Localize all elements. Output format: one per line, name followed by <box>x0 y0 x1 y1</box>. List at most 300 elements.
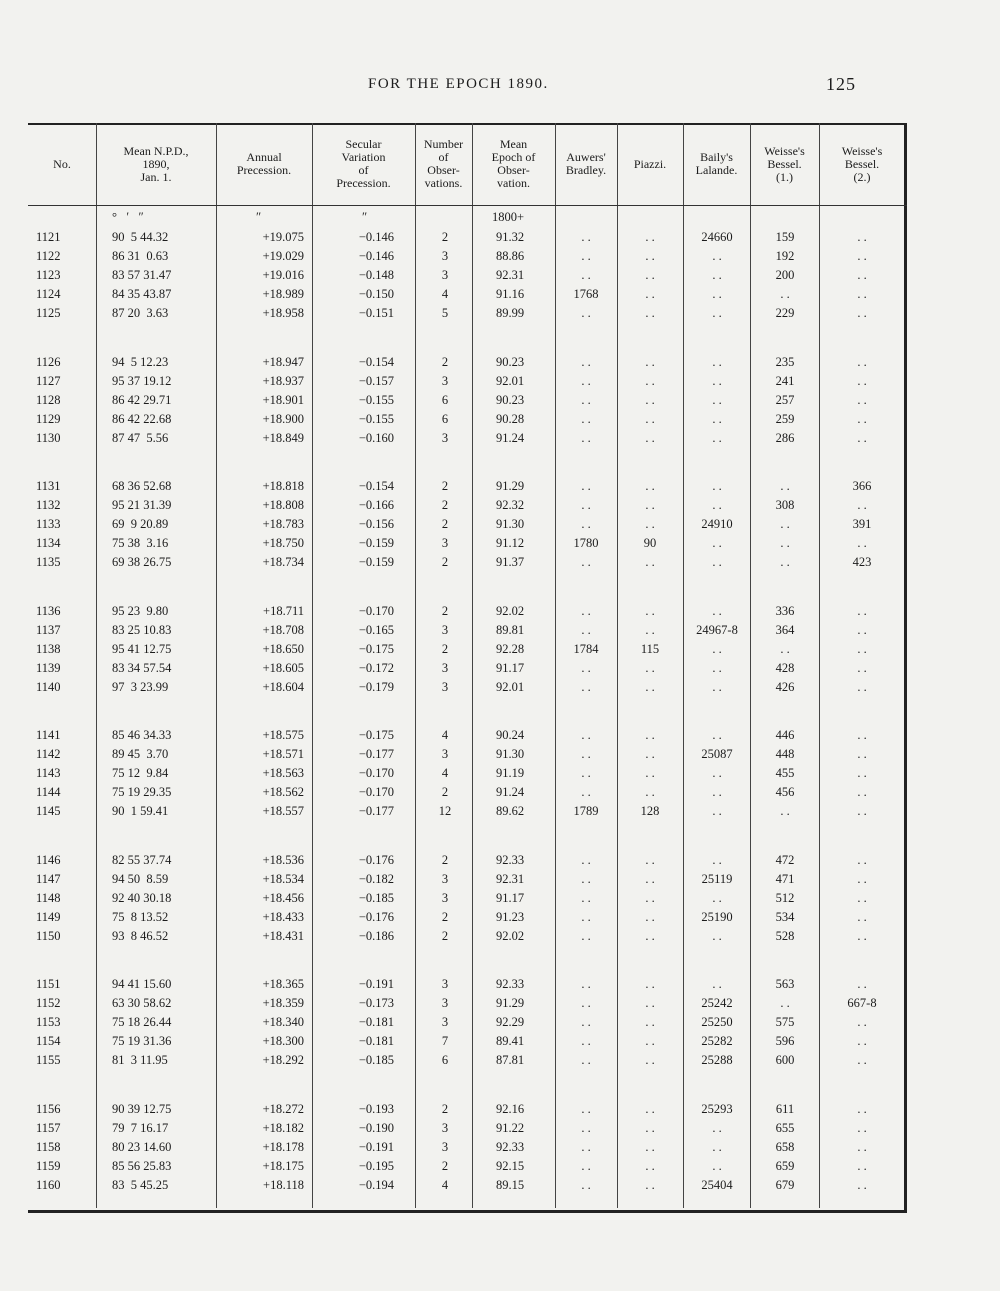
lalande-ref: . . <box>712 852 722 867</box>
obs-count: 3 <box>441 890 449 905</box>
bessel1-ref: 286 <box>775 430 795 445</box>
secular-value: −0.157 <box>358 373 394 388</box>
running-title: FOR THE EPOCH 1890. <box>368 76 549 92</box>
annual-value: +18.536 <box>262 852 304 867</box>
obs-count: 3 <box>441 660 449 675</box>
annual-value: +18.431 <box>262 928 304 943</box>
header-line: No. <box>53 156 71 171</box>
secular-value: −0.175 <box>358 728 394 742</box>
piazzi-ref: . . <box>645 411 655 426</box>
npd-value: 80 23 14.60 <box>112 1139 172 1154</box>
annual-value: +19.016 <box>262 268 304 283</box>
npd-value: 90 39 12.75 <box>112 1101 172 1116</box>
lalande-ref: . . <box>712 766 722 781</box>
piazzi-ref: . . <box>645 430 655 445</box>
npd-value: 86 31 0.63 <box>112 249 169 264</box>
npd-value: 85 56 25.83 <box>112 1158 172 1173</box>
obs-count: 3 <box>441 430 449 445</box>
bradley-ref: 1768 <box>573 287 599 302</box>
obs-count: 3 <box>441 249 449 264</box>
bessel2-ref: . . <box>857 354 867 369</box>
npd-value: 83 25 10.83 <box>112 622 172 637</box>
lalande-ref: . . <box>712 728 722 742</box>
annual-value: +18.292 <box>262 1053 304 1068</box>
header-line: Weisse's <box>764 143 805 158</box>
bessel1-ref: 241 <box>775 373 795 388</box>
header-line: Number <box>423 137 464 151</box>
bessel2-ref: 391 <box>852 517 872 532</box>
bessel1-ref: . . <box>780 804 790 819</box>
bradley-ref: . . <box>581 430 591 445</box>
annual-value: +18.947 <box>262 354 304 369</box>
bradley-ref: . . <box>581 392 591 407</box>
piazzi-ref: . . <box>645 373 655 388</box>
bessel2-ref: . . <box>857 373 867 388</box>
annual-value: +18.605 <box>262 660 304 675</box>
npd-value: 90 1 59.41 <box>112 804 169 819</box>
bessel1-ref: 456 <box>775 785 795 800</box>
npd-value: 75 19 29.35 <box>112 785 172 800</box>
secular-value: −0.170 <box>358 603 394 618</box>
bradley-ref: . . <box>581 306 591 321</box>
bessel2-ref: . . <box>857 536 867 551</box>
epoch-value: 91.16 <box>495 287 525 302</box>
annual-value: +18.365 <box>262 977 304 991</box>
epoch-value: 89.62 <box>495 804 525 819</box>
header-line: Mean <box>499 137 528 151</box>
annual-value: +18.783 <box>262 517 304 532</box>
piazzi-ref: . . <box>645 517 655 532</box>
epoch-value: 91.17 <box>495 890 525 905</box>
piazzi-ref: . . <box>645 766 655 781</box>
bessel1-ref: 336 <box>775 603 795 618</box>
bessel2-ref: . . <box>857 622 867 637</box>
star-number: 1147 <box>36 871 61 886</box>
header-line: vation. <box>497 176 530 190</box>
header-line: Jan. 1. <box>140 169 172 184</box>
epoch-value: 90.23 <box>495 354 525 369</box>
lalande-ref: . . <box>712 1158 722 1173</box>
header-line: Secular <box>345 137 382 151</box>
bessel1-ref: 658 <box>775 1139 795 1154</box>
bessel2-ref: . . <box>857 852 867 867</box>
bessel2-ref: . . <box>857 728 867 742</box>
piazzi-ref: . . <box>645 268 655 283</box>
epoch-value: 91.37 <box>495 555 525 570</box>
star-number: 1158 <box>36 1139 61 1154</box>
epoch-value: 90.23 <box>495 392 525 407</box>
lalande-ref: . . <box>712 1120 722 1135</box>
epoch-value: 92.16 <box>495 1101 525 1116</box>
bessel1-ref: 448 <box>775 747 795 762</box>
obs-count: 2 <box>441 1101 449 1116</box>
obs-count: 6 <box>441 392 449 407</box>
piazzi-ref: . . <box>645 555 655 570</box>
npd-value: 87 47 5.56 <box>112 430 169 445</box>
column-divider <box>555 123 556 1208</box>
star-number: 1135 <box>36 555 61 570</box>
npd-value: 69 9 20.89 <box>112 517 169 532</box>
star-number: 1121 <box>36 230 61 244</box>
annual-value: +18.456 <box>262 890 304 905</box>
obs-count: 3 <box>441 679 449 694</box>
bessel1-ref: 512 <box>775 890 795 905</box>
star-number: 1154 <box>36 1034 61 1049</box>
piazzi-ref: . . <box>645 249 655 264</box>
piazzi-ref: . . <box>645 1120 655 1135</box>
bessel2-ref: . . <box>857 747 867 762</box>
secular-value: −0.177 <box>358 804 394 819</box>
bessel1-ref: 229 <box>775 306 795 321</box>
piazzi-ref: . . <box>645 479 655 493</box>
bessel2-ref: . . <box>857 1053 867 1068</box>
bradley-ref: 1789 <box>573 804 599 819</box>
bessel1-ref: 528 <box>775 928 795 943</box>
epoch-value: 91.23 <box>495 909 525 924</box>
epoch-value: 92.33 <box>495 1139 525 1154</box>
annual-value: +18.575 <box>262 728 304 742</box>
npd-value: 63 30 58.62 <box>112 996 172 1011</box>
obs-count: 7 <box>441 1034 449 1049</box>
annual-value: +18.711 <box>263 603 304 618</box>
secular-value: −0.185 <box>358 1053 394 1068</box>
secular-value: −0.170 <box>358 766 394 781</box>
secular-value: −0.175 <box>358 641 394 656</box>
obs-count: 3 <box>441 622 449 637</box>
bessel2-ref: . . <box>857 603 867 618</box>
bessel1-ref: . . <box>780 555 790 570</box>
header-annual-precession <box>216 128 312 200</box>
lalande-ref: . . <box>712 392 722 407</box>
piazzi-ref: . . <box>645 660 655 675</box>
epoch-value: 92.01 <box>495 373 525 388</box>
npd-value: 95 37 19.12 <box>112 373 172 388</box>
bessel2-ref: . . <box>857 871 867 886</box>
header-line: Piazzi. <box>633 156 667 171</box>
star-number: 1160 <box>36 1177 61 1192</box>
bradley-ref: . . <box>581 852 591 867</box>
npd-value: 95 21 31.39 <box>112 498 172 513</box>
header-line: Weisse's <box>841 143 883 158</box>
npd-value: 82 55 37.74 <box>112 852 172 867</box>
npd-value: 93 8 46.52 <box>112 928 169 943</box>
piazzi-ref: . . <box>645 230 655 244</box>
lalande-ref: . . <box>712 555 722 570</box>
obs-count: 3 <box>441 977 449 991</box>
annual-value: +18.118 <box>263 1177 304 1192</box>
lalande-ref: 25190 <box>701 909 733 924</box>
bessel1-ref: 308 <box>775 498 795 513</box>
star-number: 1156 <box>36 1101 61 1116</box>
header-line: of <box>438 150 449 164</box>
bessel2-ref: . . <box>857 890 867 905</box>
piazzi-ref: . . <box>645 287 655 302</box>
header-line: Precession. <box>336 176 391 190</box>
bessel2-ref: . . <box>857 498 867 513</box>
star-number: 1146 <box>36 852 61 867</box>
bessel1-ref: 596 <box>775 1034 795 1049</box>
obs-count: 4 <box>441 766 449 781</box>
bradley-ref: . . <box>581 498 591 513</box>
bradley-ref: . . <box>581 1015 591 1030</box>
secular-value: −0.191 <box>358 977 394 991</box>
annual-value: +18.989 <box>262 287 304 302</box>
star-number: 1132 <box>36 498 61 513</box>
bessel2-ref: 423 <box>852 555 872 570</box>
bessel1-ref: 259 <box>775 411 795 426</box>
npd-value: 75 8 13.52 <box>112 909 169 924</box>
obs-count: 6 <box>441 411 449 426</box>
epoch-value: 90.24 <box>495 728 525 742</box>
epoch-value: 92.33 <box>495 852 525 867</box>
secular-value: −0.156 <box>358 517 394 532</box>
bessel1-ref: 364 <box>775 622 795 637</box>
annual-value: +18.650 <box>262 641 304 656</box>
obs-count: 6 <box>441 1053 449 1068</box>
bessel1-ref: 575 <box>775 1015 795 1030</box>
annual-value: +18.557 <box>262 804 304 819</box>
column-divider <box>683 123 684 1208</box>
star-number: 1145 <box>36 804 61 819</box>
bessel1-ref: 455 <box>775 766 795 781</box>
bessel1-ref: 446 <box>775 728 795 742</box>
header-line: vations. <box>424 176 463 190</box>
secular-value: −0.173 <box>358 996 394 1011</box>
epoch-value: 92.15 <box>495 1158 525 1173</box>
bradley-ref: . . <box>581 354 591 369</box>
obs-count: 2 <box>441 852 449 867</box>
header-weisse-bessel-1 <box>750 128 819 200</box>
bessel1-ref: 428 <box>775 660 795 675</box>
piazzi-ref: 128 <box>640 804 660 819</box>
bradley-ref: . . <box>581 622 591 637</box>
epoch-value: 87.81 <box>495 1053 525 1068</box>
unit-npd: ° ′ ″ <box>112 210 144 224</box>
bradley-ref: . . <box>581 603 591 618</box>
bessel2-ref: . . <box>857 1139 867 1154</box>
epoch-value: 92.31 <box>495 268 525 283</box>
epoch-value: 91.22 <box>495 1120 525 1135</box>
header-line: Epoch of <box>491 150 536 164</box>
secular-value: −0.154 <box>358 354 394 369</box>
secular-value: −0.195 <box>358 1158 394 1173</box>
piazzi-ref: . . <box>645 1101 655 1116</box>
header-line: Mean N.P.D., <box>123 143 189 158</box>
piazzi-ref: . . <box>645 354 655 369</box>
obs-count: 3 <box>441 996 449 1011</box>
lalande-ref: . . <box>712 928 722 943</box>
star-number: 1131 <box>36 479 61 493</box>
bessel1-ref: 659 <box>775 1158 795 1173</box>
npd-value: 86 42 22.68 <box>112 411 172 426</box>
obs-count: 2 <box>441 555 449 570</box>
secular-value: −0.176 <box>358 852 394 867</box>
star-number: 1159 <box>36 1158 61 1173</box>
secular-value: −0.166 <box>358 498 394 513</box>
bessel1-ref: 679 <box>775 1177 795 1192</box>
annual-value: +18.340 <box>262 1015 304 1030</box>
epoch-value: 89.81 <box>495 622 525 637</box>
lalande-ref: . . <box>712 641 722 656</box>
npd-value: 79 7 16.17 <box>112 1120 169 1135</box>
secular-value: −0.154 <box>358 479 394 493</box>
piazzi-ref: . . <box>645 977 655 991</box>
npd-value: 81 3 11.95 <box>112 1053 168 1068</box>
annual-value: +19.029 <box>262 249 304 264</box>
npd-value: 69 38 26.75 <box>112 555 172 570</box>
column-divider <box>750 123 751 1208</box>
piazzi-ref: . . <box>645 996 655 1011</box>
npd-value: 97 3 23.99 <box>112 679 169 694</box>
annual-value: +18.433 <box>262 909 304 924</box>
header-rule <box>28 205 907 206</box>
npd-value: 84 35 43.87 <box>112 287 172 302</box>
bessel2-ref: . . <box>857 1015 867 1030</box>
bessel2-ref: . . <box>857 430 867 445</box>
lalande-ref: 25242 <box>701 996 733 1011</box>
annual-value: +18.571 <box>262 747 304 762</box>
bessel1-ref: . . <box>780 996 790 1011</box>
bessel1-ref: 611 <box>775 1101 795 1116</box>
lalande-ref: . . <box>712 411 722 426</box>
annual-value: +18.750 <box>262 536 304 551</box>
column-divider <box>415 123 416 1208</box>
secular-value: −0.151 <box>358 306 394 321</box>
epoch-value: 88.86 <box>495 249 525 264</box>
epoch-value: 91.29 <box>495 479 525 493</box>
star-number: 1143 <box>36 766 61 781</box>
bessel1-ref: 192 <box>775 249 795 264</box>
bradley-ref: . . <box>581 747 591 762</box>
obs-count: 3 <box>441 1139 449 1154</box>
annual-value: +18.958 <box>262 306 304 321</box>
header-mean-epoch <box>472 128 555 200</box>
star-number: 1141 <box>36 728 61 742</box>
page-number: 125 <box>826 74 856 94</box>
bradley-ref: . . <box>581 1101 591 1116</box>
bradley-ref: . . <box>581 1177 591 1192</box>
npd-value: 89 45 3.70 <box>112 747 169 762</box>
bessel1-ref: 471 <box>775 871 795 886</box>
npd-value: 95 41 12.75 <box>112 641 172 656</box>
obs-count: 3 <box>441 1015 449 1030</box>
star-number: 1139 <box>36 660 61 675</box>
secular-value: −0.172 <box>358 660 394 675</box>
obs-count: 2 <box>441 517 449 532</box>
bessel2-ref: . . <box>857 909 867 924</box>
star-number: 1140 <box>36 679 61 694</box>
bessel1-ref: . . <box>780 479 790 493</box>
annual-value: +18.178 <box>262 1139 304 1154</box>
star-number: 1152 <box>36 996 61 1011</box>
star-number: 1157 <box>36 1120 61 1135</box>
bradley-ref: . . <box>581 785 591 800</box>
bessel2-ref: . . <box>857 1034 867 1049</box>
star-number: 1128 <box>36 392 61 407</box>
epoch-value: 89.15 <box>495 1177 525 1192</box>
secular-value: −0.160 <box>358 430 394 445</box>
bradley-ref: . . <box>581 1053 591 1068</box>
epoch-value: 91.19 <box>495 766 525 781</box>
lalande-ref: 25119 <box>701 871 733 886</box>
bessel2-ref: . . <box>857 977 867 991</box>
bradley-ref: . . <box>581 1158 591 1173</box>
lalande-ref: . . <box>712 479 722 493</box>
star-number: 1151 <box>36 977 61 991</box>
secular-value: −0.181 <box>358 1034 394 1049</box>
bessel1-ref: 235 <box>775 354 795 369</box>
bradley-ref: . . <box>581 249 591 264</box>
obs-count: 12 <box>438 804 452 819</box>
npd-value: 83 34 57.54 <box>112 660 172 675</box>
secular-value: −0.181 <box>358 1015 394 1030</box>
column-divider <box>216 123 217 1208</box>
bessel1-ref: 426 <box>775 679 795 694</box>
epoch-value: 92.32 <box>495 498 525 513</box>
column-divider <box>472 123 473 1208</box>
header-no <box>28 128 96 200</box>
npd-value: 75 19 31.36 <box>112 1034 172 1049</box>
annual-value: +18.563 <box>262 766 304 781</box>
lalande-ref: 24660 <box>701 230 733 244</box>
npd-value: 83 5 45.25 <box>112 1177 169 1192</box>
piazzi-ref: . . <box>645 1158 655 1173</box>
epoch-value: 90.28 <box>495 411 525 426</box>
secular-value: −0.191 <box>358 1139 394 1154</box>
obs-count: 2 <box>441 603 449 618</box>
piazzi-ref: . . <box>645 928 655 943</box>
epoch-value: 91.17 <box>495 660 525 675</box>
piazzi-ref: . . <box>645 306 655 321</box>
bradley-ref: . . <box>581 890 591 905</box>
bessel2-ref: 667-8 <box>847 996 877 1011</box>
obs-count: 3 <box>441 536 449 551</box>
annual-value: +18.849 <box>262 430 304 445</box>
piazzi-ref: . . <box>645 728 655 742</box>
bradley-ref: . . <box>581 728 591 742</box>
star-number: 1137 <box>36 622 61 637</box>
npd-value: 68 36 52.68 <box>112 479 172 493</box>
epoch-value: 91.32 <box>495 230 525 244</box>
bessel2-ref: . . <box>857 1101 867 1116</box>
piazzi-ref: . . <box>645 1139 655 1154</box>
unit-annual: ″ <box>256 210 262 224</box>
secular-value: −0.165 <box>358 622 394 637</box>
star-number: 1149 <box>36 909 61 924</box>
bradley-ref: . . <box>581 909 591 924</box>
epoch-value: 92.31 <box>495 871 525 886</box>
header-mean-npd <box>96 128 216 200</box>
npd-value: 75 18 26.44 <box>112 1015 172 1030</box>
bessel2-ref: . . <box>857 411 867 426</box>
annual-value: +18.562 <box>262 785 304 800</box>
secular-value: −0.194 <box>358 1177 394 1192</box>
epoch-value: 91.12 <box>495 536 525 551</box>
obs-count: 5 <box>441 306 449 321</box>
bessel1-ref: . . <box>780 536 790 551</box>
obs-count: 2 <box>441 785 449 800</box>
bessel1-ref: 200 <box>775 268 795 283</box>
piazzi-ref: . . <box>645 1015 655 1030</box>
secular-value: −0.170 <box>358 785 394 800</box>
bessel2-ref: . . <box>857 306 867 321</box>
annual-value: +18.604 <box>262 679 304 694</box>
star-number: 1134 <box>36 536 61 551</box>
bradley-ref: 1784 <box>573 641 599 656</box>
star-number: 1150 <box>36 928 61 943</box>
secular-value: −0.179 <box>358 679 394 694</box>
piazzi-ref: . . <box>645 622 655 637</box>
